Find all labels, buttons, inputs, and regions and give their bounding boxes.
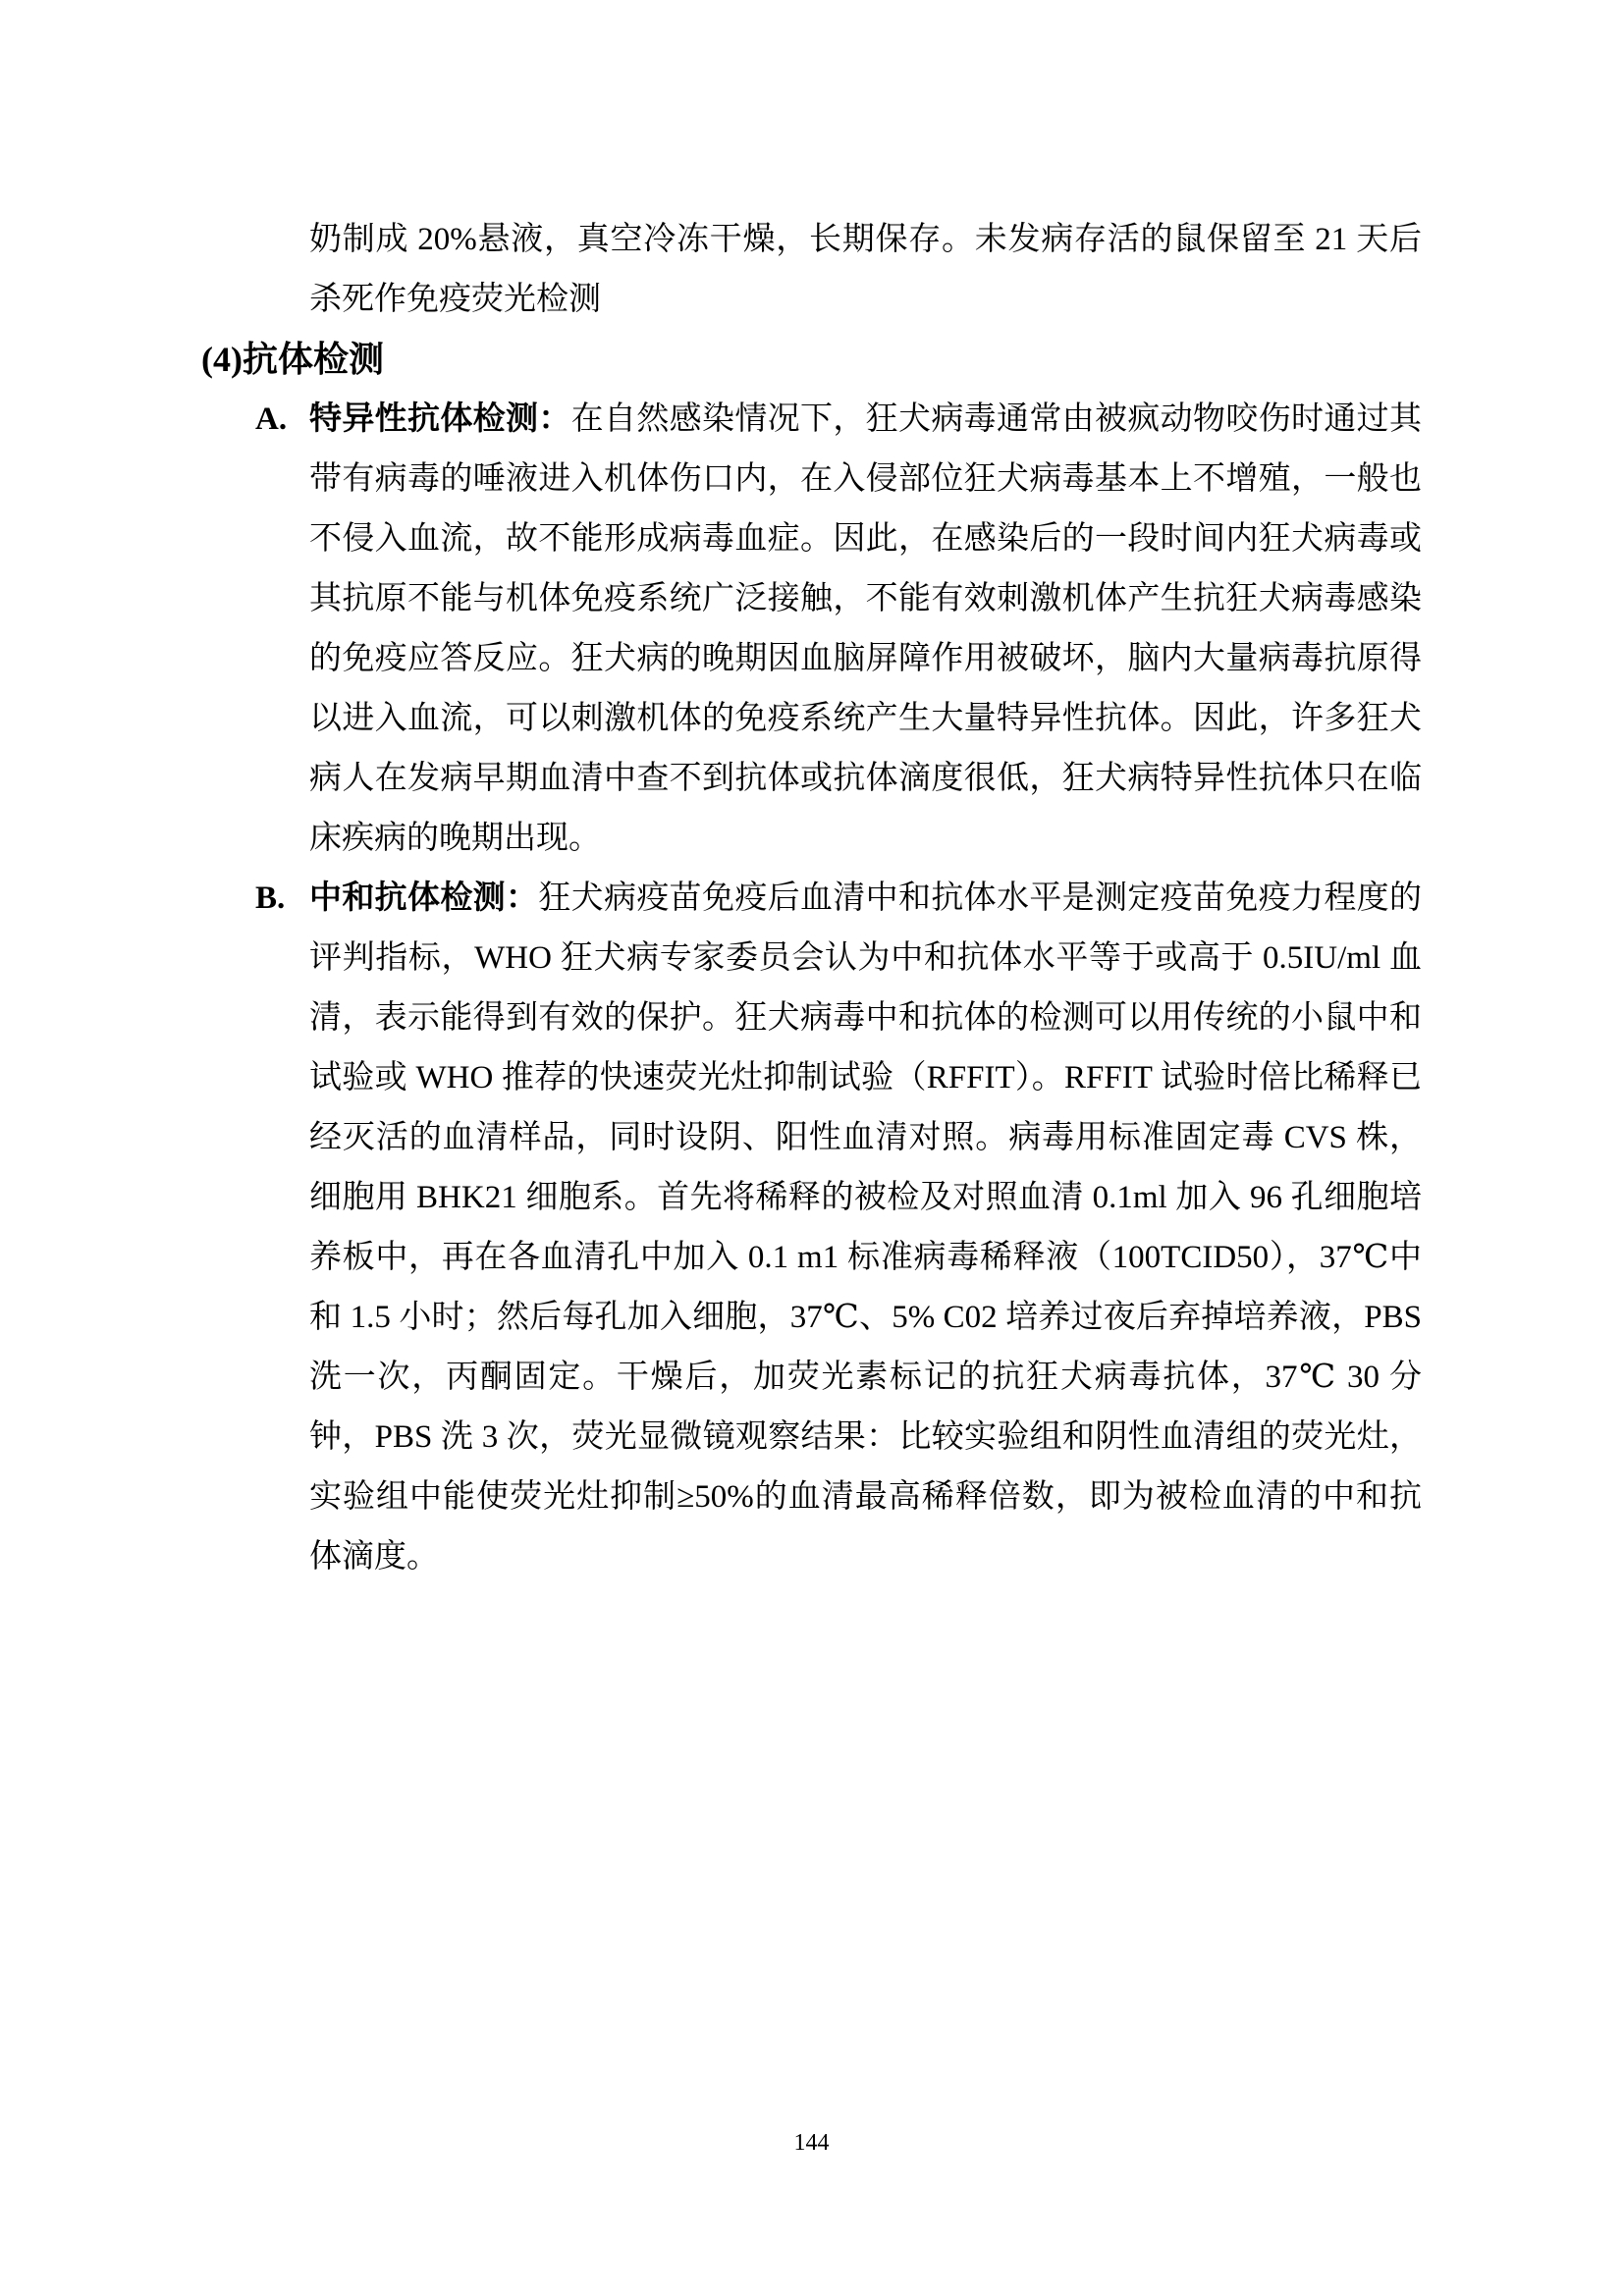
list-item-a-body: 在自然感染情况下，狂犬病毒通常由被疯动物咬伤时通过其带有病毒的唾液进入机体伤口内，在入侵部位狂犬病毒基本上不增殖，一般也不侵入血流，故不能形成病毒血症。因此，在感染后的一段时间内狂犬病毒或其抗原不能与机体免疫系统广泛接触，不能有效刺激机体产生抗狂犬病毒感染的免疫应答反应。狂犬病的晚期因血脑屏障作用被破坏，脑内大量病毒抗原得以进入血流，可以刺激机体的免疫系统产生大量特异性抗体。因此，许多狂犬病人在发病早期血清中查不到抗体或抗体滴度很低，狂犬病特异性抗体只在临床疾病的晚期出现。 bbox=[309, 401, 1423, 856]
list-item-b bbox=[255, 869, 1423, 1587]
document-body bbox=[201, 210, 1423, 1587]
page-number: 144 bbox=[793, 2130, 830, 2156]
list-item-a-title: 特异性抗体检测： bbox=[309, 401, 571, 437]
section-heading-antibody-detection: (4)抗体检测 bbox=[201, 340, 384, 379]
list-item-b-body: 狂犬病疫苗免疫后血清中和抗体水平是测定疫苗免疫力程度的评判指标，WHO 狂犬病专家委员会认为中和抗体水平等于或高于 0.5IU/ml 血清，表示能得到有效的保护。狂犬病毒中和抗体的检测可以用传统的小鼠中和试验或 WHO 推荐的快速荧光灶抑制试验（RFFIT）。RFFIT 试验时倍比稀释已经灭活的血清样品，同时设阴、阳性血清对照。病毒用标准固定毒 CVS 株，细胞用 BHK21 细胞系。首先将稀释的被检及对照血清 0.1ml 加入 96 孔细胞培养板中，再在各血清孔中加入 0.1 m1 标准病毒稀释液（100TCID50），37℃中和 1.5 小时；然后每孔加入细胞，37℃、5% C02 培养过夜后弃掉培养液，PBS 洗一次，丙酮固定。干燥后，加荧光素标记的抗狂犬病毒抗体，37℃ 30 分钟，PBS 洗 3 次，荧光显微镜观察结果：比较实验组和阴性血清组的荧光灶，实验组中能使荧光灶抑制≥50%的血清最高稀释倍数，即为被检血清的中和抗体滴度。 bbox=[309, 881, 1423, 1575]
list-item-b-title: 中和抗体检测： bbox=[309, 881, 539, 916]
list-marker-a: A. bbox=[255, 401, 288, 437]
list-marker-b: B. bbox=[255, 881, 286, 916]
continuation-paragraph: 奶制成 20%悬液，真空冷冻干燥，长期保存。未发病存活的鼠保留至 21 天后杀死作免疫荧光检测 bbox=[309, 222, 1422, 317]
list-item-a bbox=[255, 390, 1423, 869]
